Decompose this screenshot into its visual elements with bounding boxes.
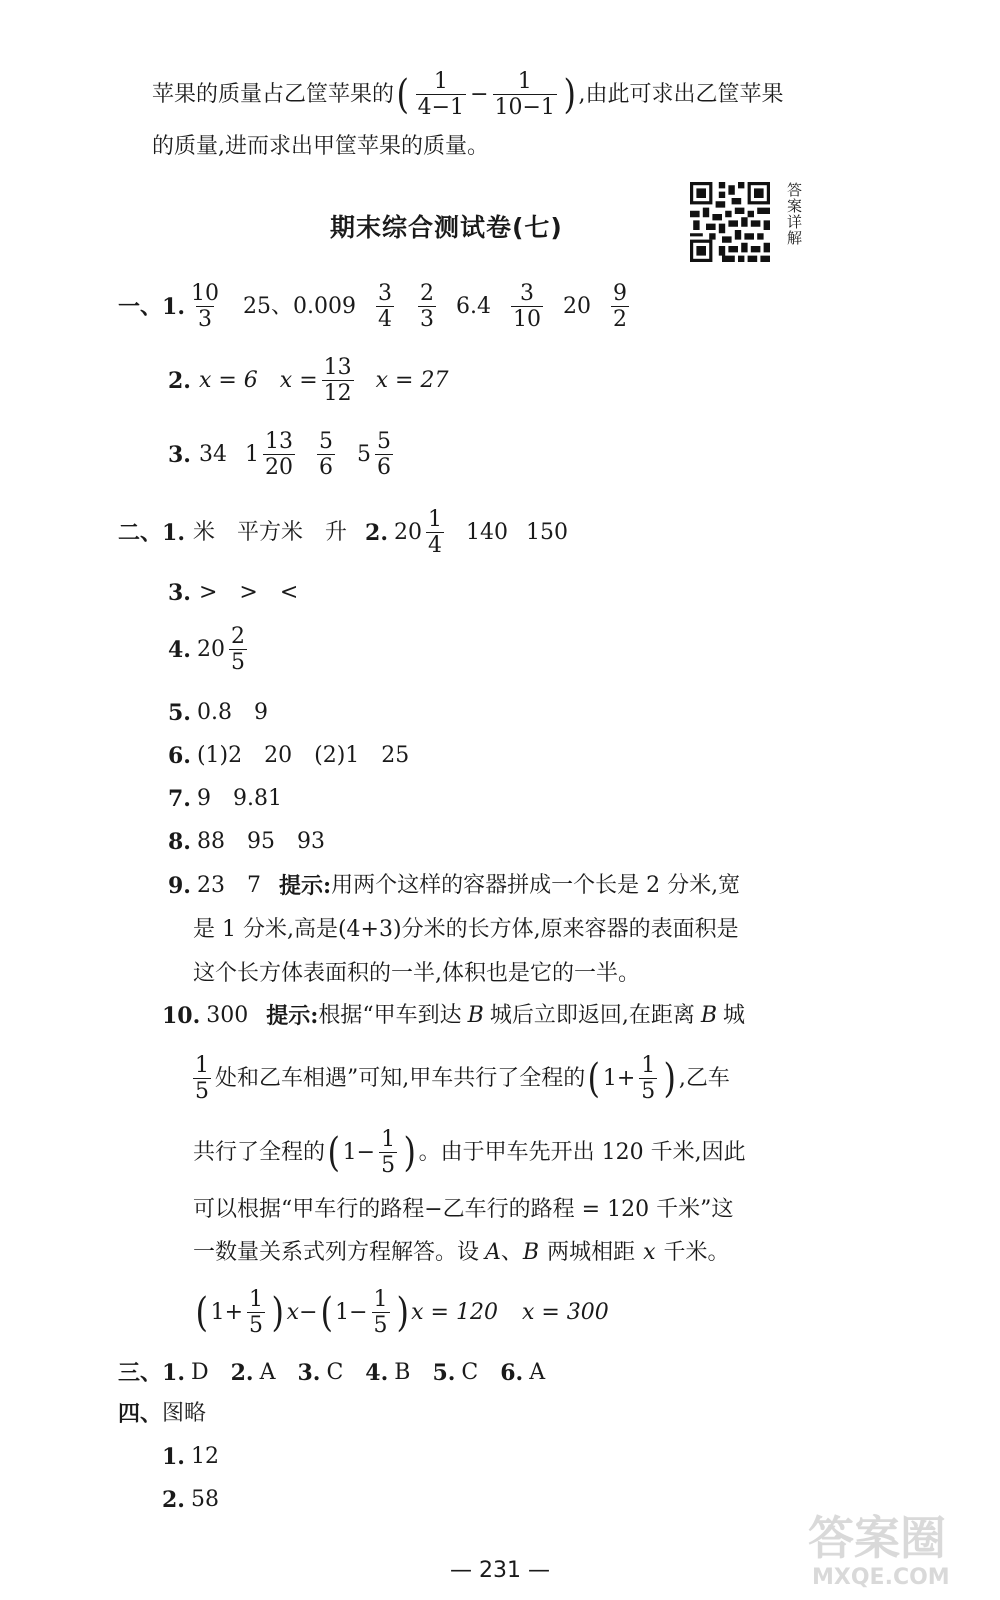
- s2-q9-line-1: 9. 23 7 提示: 用两个这样的容器拼成一个长是 2 分米,宽: [168, 873, 741, 899]
- page-number: — 231 —: [450, 1558, 550, 1583]
- intro-line-2: 的质量,进而求出甲筐苹果的质量。: [152, 134, 489, 159]
- s2-q3: 3. > > <: [168, 580, 299, 606]
- fraction: $\frac{3}{4}$: [377, 281, 392, 333]
- s2-q8: 8. 88 95 93: [168, 829, 325, 855]
- s2-q5: 5. 0.8 9: [168, 700, 268, 726]
- s2-q9-line-2: 是 1 分米,高是(4+3)分米的长方体,原来容器的表面积是: [193, 917, 739, 942]
- fraction: $\frac{5}{6}$: [318, 429, 333, 481]
- s2-q6: 6. (1)2 20 (2)1 25: [168, 743, 410, 769]
- mixed-number: 20 $\frac{2}{5}$: [196, 624, 245, 676]
- svg-text:MXQE.COM: MXQE.COM: [812, 1565, 950, 1590]
- s2-q10-equation: ( 1+ $\frac{1}{5}$ ) x− ( 1− $\frac{1}{5}$ ) x = 120 x = 300: [195, 1287, 609, 1339]
- mixed-number: 1 $\frac{13}{20}$: [244, 429, 293, 481]
- fraction: $\frac{1}{5}$: [381, 1127, 396, 1179]
- fraction: $\frac{1}{5}$: [373, 1287, 388, 1339]
- fraction: $\frac{1}{5}$: [641, 1053, 656, 1105]
- svg-text:答案圈: 答案圈: [808, 1511, 946, 1565]
- fraction: $\frac{1}{10-1}$: [494, 69, 555, 121]
- fraction: $\frac{1}{5}$: [249, 1287, 264, 1339]
- s1-q2: 2. x = 6 x = $\frac{13}{12}$ x = 27: [168, 355, 449, 407]
- fraction: $\frac{10}{3}$: [190, 281, 219, 333]
- fraction: $\frac{3}{10}$: [512, 281, 541, 333]
- s1-q3: 3. 34 1 $\frac{13}{20}$ $\frac{5}{6}$ 5 $\frac{5}{6}$: [168, 430, 397, 479]
- s2-q10-line-1: 10. 300 提示: 根据“甲车到达 B 城后立即返回,在距离 B 城: [162, 1003, 746, 1029]
- s2-q1-q2: 二、 1. 米 平方米 升 2. 20 $\frac{1}{4}$ 140 150: [118, 507, 568, 559]
- mixed-number: 20 $\frac{1}{4}$: [394, 507, 442, 559]
- s4-q2: 2. 58: [162, 1487, 219, 1513]
- intro-line-1: 苹果的质量占乙筐苹果的 ( $\frac{1}{4-1}$ − $\frac{1}{10-1}$ ) ,由此可求出乙筐苹果: [152, 69, 784, 121]
- fraction: $\frac{1}{4-1}$: [417, 69, 465, 121]
- s2-q10-line-3: 共行了全程的 ( 1− $\frac{1}{5}$ ) 。由于甲车先开出 120 千米,因此: [193, 1127, 746, 1179]
- s2-q4: 4. 20 $\frac{2}{5}$: [168, 625, 251, 674]
- s2-q9-line-3: 这个长方体表面积的一半,体积也是它的一半。: [193, 961, 640, 986]
- s1-q1: 一、 1. $\frac{10}{3}$ 25、0.009 $\frac{3}{4}$ $\frac{2}{3}$ 6.4 $\frac{3}{10}$ 20 $\frac{9}{2}$: [118, 281, 627, 333]
- mixed-number: 5 $\frac{5}{6}$: [356, 429, 391, 481]
- qr-code-icon[interactable]: [690, 182, 770, 262]
- s2-q7: 7. 9 9.81: [168, 786, 282, 812]
- fraction: $\frac{1}{5}$: [195, 1053, 209, 1105]
- s2-q10-line-2: $\frac{1}{5}$ 处和乙车相遇”可知,甲车共行了全程的 ( 1+ $\frac{1}{5}$ ) ,乙车: [195, 1053, 730, 1105]
- page-title: 期末综合测试卷(七): [330, 213, 563, 242]
- s4-heading: 四、 图略: [118, 1401, 207, 1427]
- fraction: $\frac{2}{3}$: [419, 281, 434, 333]
- fraction: $\frac{13}{12}$: [323, 355, 352, 407]
- s4-q1: 1. 12: [162, 1444, 219, 1470]
- qr-label: 答案详解: [785, 182, 803, 246]
- s2-q10-line-4: 可以根据“甲车行的路程−乙车行的路程 = 120 千米”这: [193, 1197, 734, 1222]
- s2-q10-line-5: 一数量关系式列方程解答。设 A 、 B 两城相距 x 千米。: [193, 1240, 730, 1265]
- s3-answers: 三、 1. D 2. A 3. C 4. B 5. C 6. A: [118, 1360, 546, 1386]
- fraction: $\frac{9}{2}$: [612, 281, 627, 333]
